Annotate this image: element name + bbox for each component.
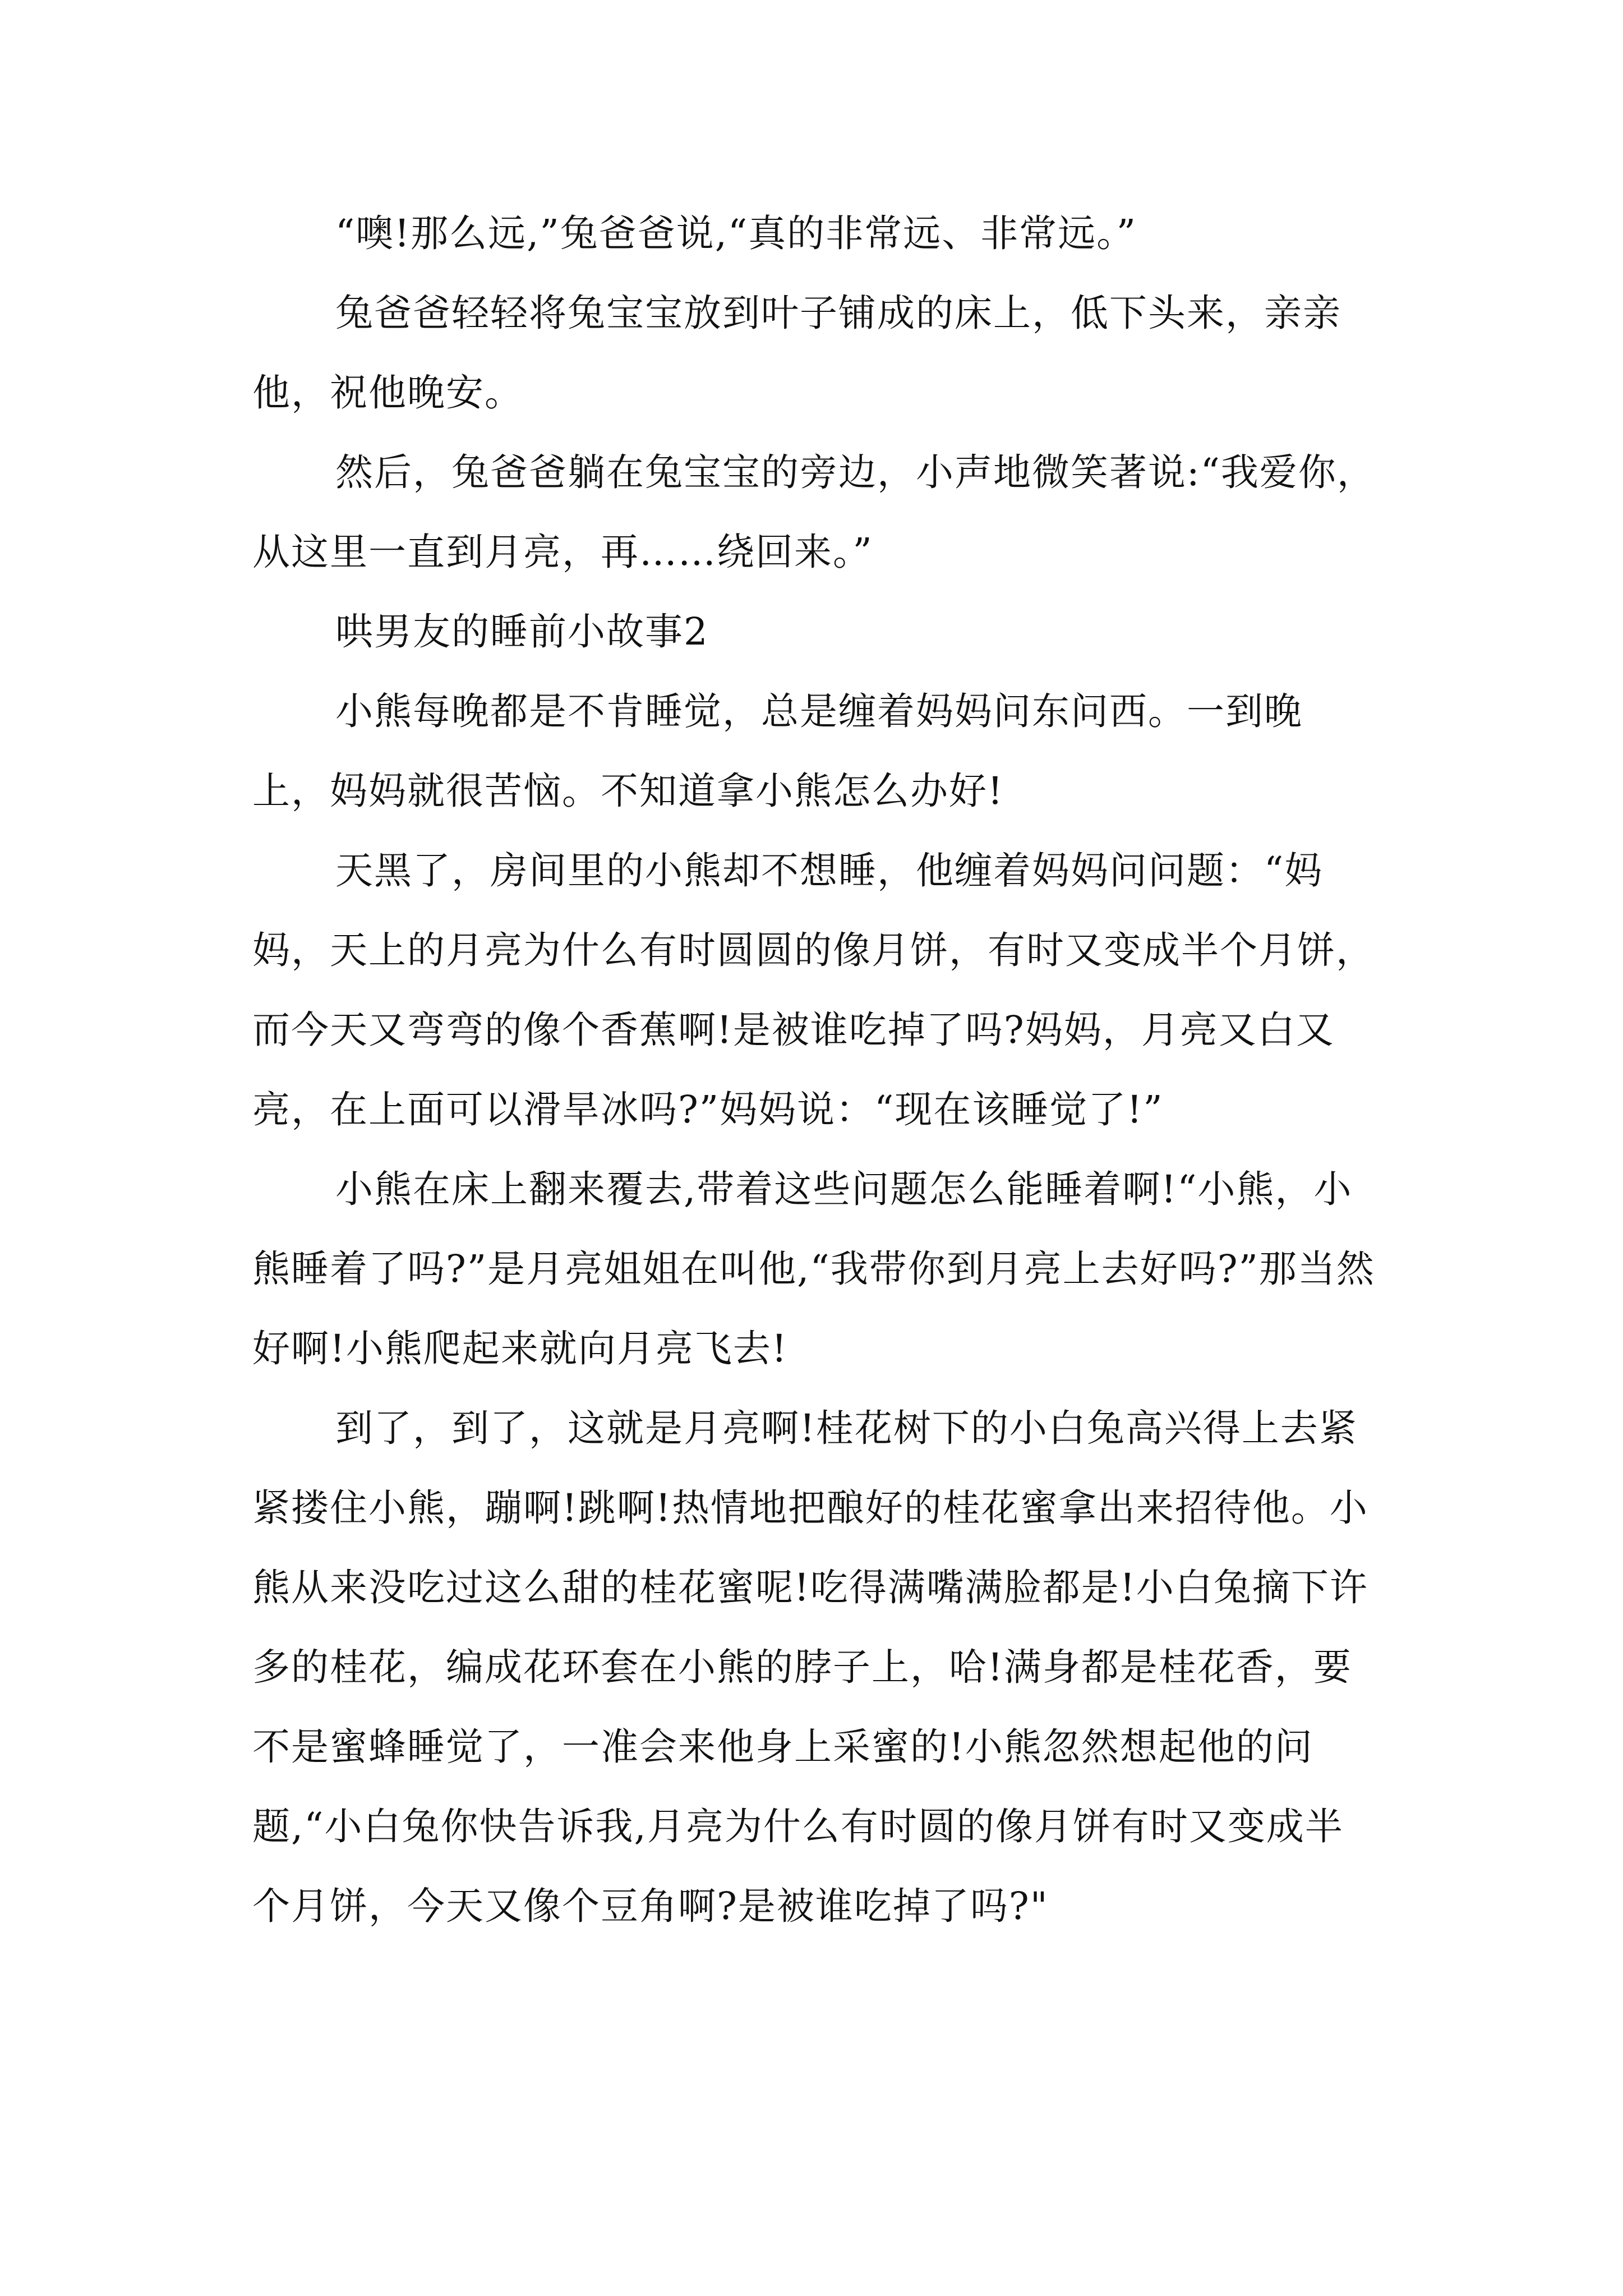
paragraph-5: 天黑了，房间里的小熊却不想睡，他缠着妈妈问问题：“妈妈，天上的月亮为什么有时圆圆的像月饼，有时又变成半个月饼，而今天又弯弯的像个香蕉啊!是被谁吃掉了吗?妈妈，月亮又白又亮，在上面可以滑旱冰吗?”妈妈说：“现在该睡觉了!”: [252, 849, 1375, 1131]
paragraph-3: 然后，兔爸爸躺在兔宝宝的旁边，小声地微笑著说:“我爱你，从这里一直到月亮，再……绕回来。”: [252, 450, 1376, 574]
section-heading: 哄男友的睡前小故事2: [335, 610, 709, 654]
paragraph-2: 兔爸爸轻轻将兔宝宝放到叶子铺成的床上，低下头来，亲亲他，祝他晚安。: [252, 291, 1341, 415]
document-body: [252, 194, 1380, 1946]
paragraph-4: 小熊每晚都是不肯睡觉，总是缠着妈妈问东问西。一到晚上，妈妈就很苦恼。不知道拿小熊怎么办好!: [252, 689, 1303, 813]
paragraph-7: 到了，到了，这就是月亮啊!桂花树下的小白兔高兴得上去紧紧搂住小熊，蹦啊!跳啊!热情地把酿好的桂花蜜拿出来招待他。小熊从来没吃过这么甜的桂花蜜呢!吃得满嘴满脸都是!小白兔摘下许多的桂花，编成花环套在小熊的脖子上，哈!满身都是桂花香，要不是蜜蜂睡觉了，一准会来他身上采蜜的!小熊忽然想起他的问题,“小白兔你快告诉我,月亮为什么有时圆的像月饼有时又变成半个月饼，今天又像个豆角啊?是被谁吃掉了吗?": [252, 1406, 1368, 1928]
paragraph-6: 小熊在床上翻来覆去,带着这些问题怎么能睡着啊!“小熊，小熊睡着了吗?”是月亮姐姐在叫他,“我带你到月亮上去好吗?”那当然好啊!小熊爬起来就向月亮飞去!: [252, 1167, 1375, 1370]
paragraph-1: “噢!那么远,”兔爸爸说,“真的非常远、非常远。”: [335, 211, 1137, 255]
